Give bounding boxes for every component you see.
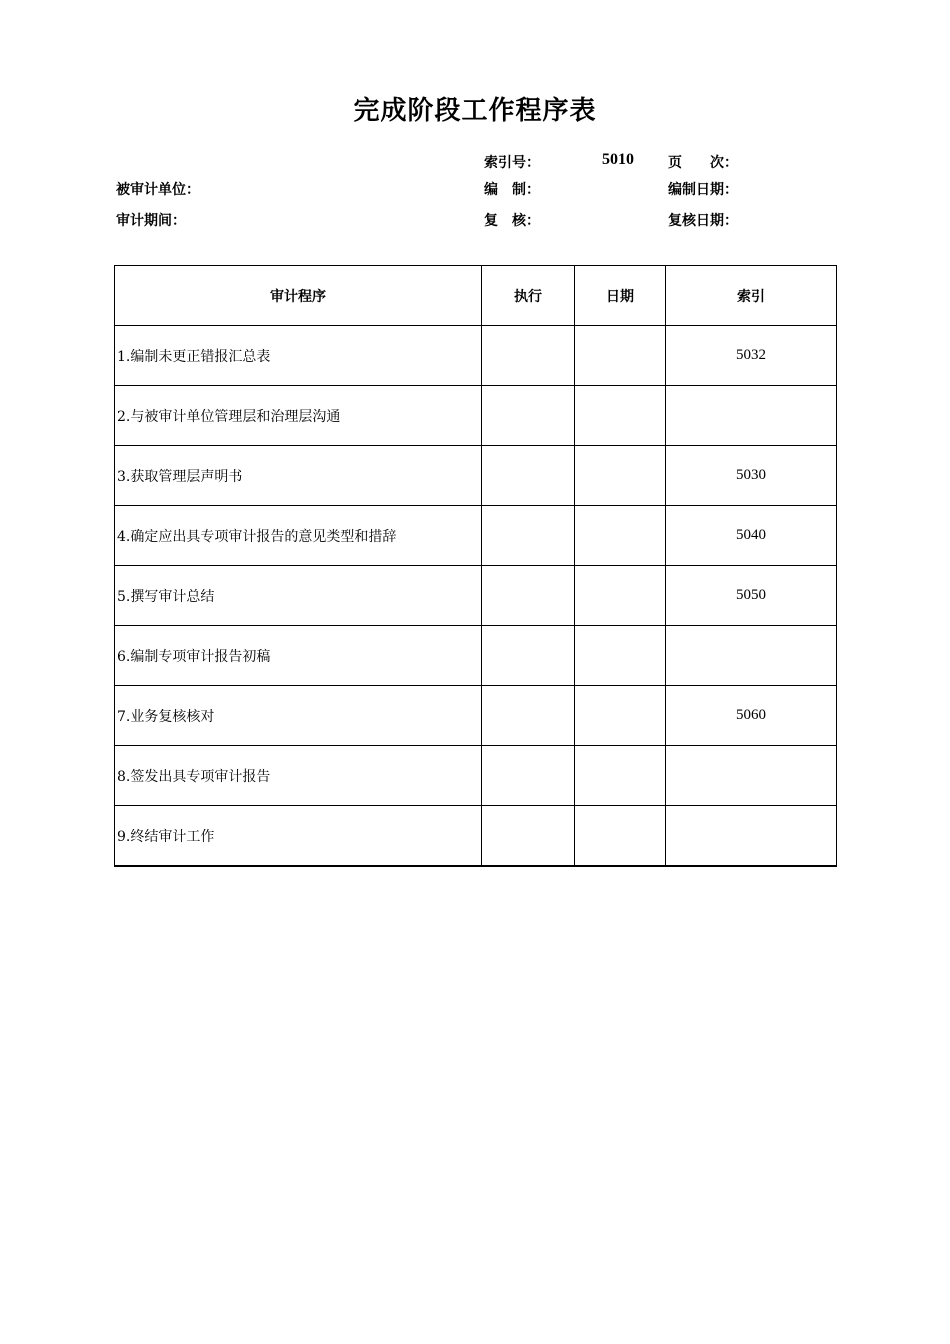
date-cell[interactable] [575,446,666,506]
procedure-step: 6.编制专项审计报告初稿 [115,626,482,686]
page-title: 完成阶段工作程序表 [353,96,597,126]
execution-cell[interactable] [482,326,575,386]
table-row [115,806,837,867]
execution-cell[interactable] [482,806,575,867]
date-cell[interactable] [575,386,666,446]
procedure-step: 8.签发出具专项审计报告 [115,746,482,806]
table-row [115,686,837,746]
execution-cell[interactable] [482,506,575,566]
column-header-index: 索引 [666,266,837,326]
reviewed-by-label: 复 核： [484,213,540,229]
procedure-step: 3.获取管理层声明书 [115,446,482,506]
index-cell [666,386,837,446]
execution-cell[interactable] [482,686,575,746]
table-row [115,566,837,626]
execution-cell[interactable] [482,386,575,446]
procedure-step: 2.与被审计单位管理层和治理层沟通 [115,386,482,446]
index-cell [666,806,837,867]
procedure-table [114,265,837,867]
index-cell [666,626,837,686]
date-cell[interactable] [575,566,666,626]
audit-period-label: 审计期间： [116,213,186,229]
procedure-step: 9.终结审计工作 [115,806,482,867]
review-date-label: 复核日期： [668,213,738,229]
prepared-date-label: 编制日期： [668,182,738,198]
table-row [115,626,837,686]
table-row [115,746,837,806]
table-row [115,386,837,446]
date-cell[interactable] [575,626,666,686]
date-cell[interactable] [575,686,666,746]
date-cell[interactable] [575,506,666,566]
date-cell[interactable] [575,746,666,806]
index-cell: 5032 [666,326,837,386]
column-header-date: 日期 [575,266,666,326]
column-header-execution: 执行 [482,266,575,326]
procedure-step: 5.撰写审计总结 [115,566,482,626]
column-header-procedure: 审计程序 [115,266,482,326]
prepared-by-label: 编 制： [484,182,540,198]
table-row [115,506,837,566]
auditee-label: 被审计单位： [116,182,200,198]
procedure-step: 7.业务复核核对 [115,686,482,746]
date-cell[interactable] [575,806,666,867]
index-cell [666,746,837,806]
index-cell: 5050 [666,566,837,626]
procedure-step: 4.确定应出具专项审计报告的意见类型和措辞 [115,506,482,566]
procedure-step: 1.编制未更正错报汇总表 [115,326,482,386]
execution-cell[interactable] [482,446,575,506]
index-cell: 5060 [666,686,837,746]
table-header-row [115,266,837,326]
index-cell: 5040 [666,506,837,566]
date-cell[interactable] [575,326,666,386]
execution-cell[interactable] [482,566,575,626]
index-cell: 5030 [666,446,837,506]
index-value: 5010 [602,151,634,168]
index-label: 索引号： [484,155,540,171]
execution-cell[interactable] [482,626,575,686]
table-row [115,326,837,386]
page-label: 页 次： [668,155,738,171]
table-row [115,446,837,506]
execution-cell[interactable] [482,746,575,806]
